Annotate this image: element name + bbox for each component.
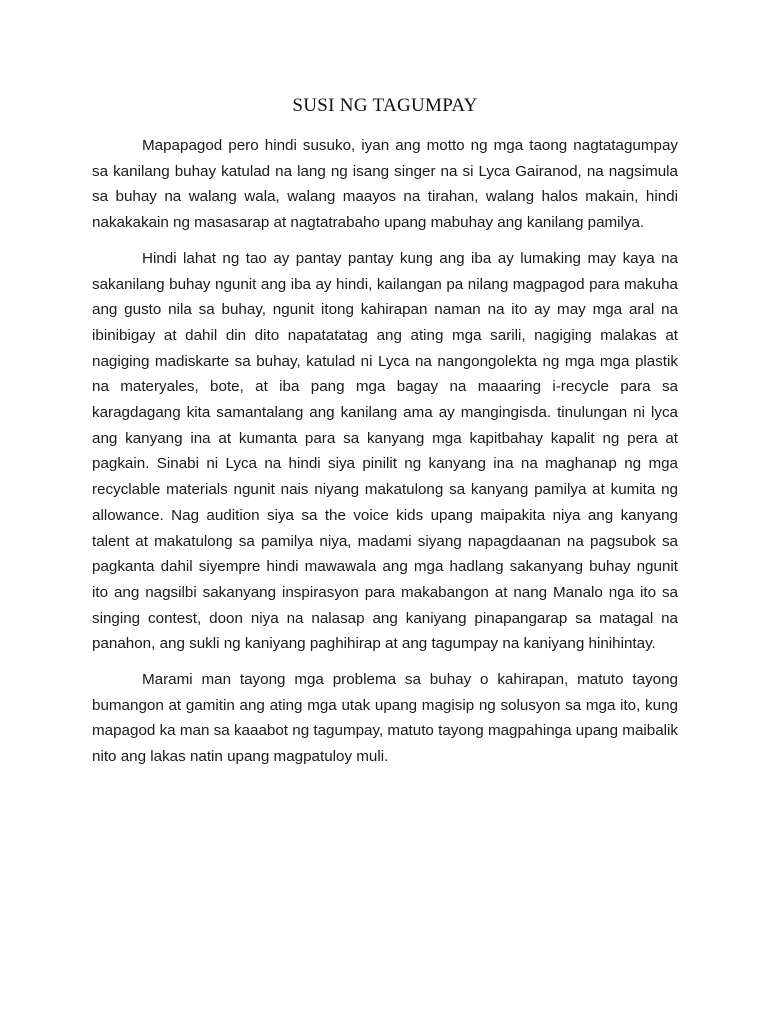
paragraph-2: Hindi lahat ng tao ay pantay pantay kung ang iba ay lumaking may kaya na sakanilang buhay ngunit ang iba ay hindi, kailangan pa nilang magpagod para makuha ang gusto nila sa buhay, ngunit itong kahirapan naman na ito ay may mga aral na ibinibigay at dahil din dito napatatatag ang ating mga sarili, nagiging malakas at nagiging madiskarte sa buhay, katulad ni Lyca na nangongolekta ng mga mga plastik na materyales, bote, at iba pang mga bagay na maaaring i-recycle para sa karagdagang kita samantalang ang kanilang ama ay mangingisda. tinulungan ni lyca ang kanyang ina at kumanta para sa kanyang mga kapitbahay kapalit ng pera at pagkain. Sinabi ni Lyca na hindi siya pinilit ng kanyang ina na maghanap ng mga recyclable materials ngunit nais niyang makatulong sa kanyang pamilya at kumita ng allowance. Nag audition siya sa the voice kids upang maipakita niya ang kanyang talent at makatulong sa pamilya niya, madami siyang napagdaanan na pagsubok sa pagkanta dahil siyempre hindi mawawala ang mga hadlang sakanyang buhay ngunit ito ang nagsilbi sakanyang inspirasyon para makabangon at nang Manalo nga ito sa singing contest, doon niya na nalasap ang kaniyang pinapangarap sa matagal na panahon, ang sukli ng kaniyang paghihirap at ang tagumpay na kaniyang hinihintay. [92, 249, 678, 653]
document-body [92, 94, 678, 780]
document-title: SUSI NG TAGUMPAY [292, 95, 478, 116]
paragraph-3: Marami man tayong mga problema sa buhay o kahirapan, matuto tayong bumangon at gamitin ang ating mga utak upang magisip ng solusyon sa mga ito, kung mapagod ka man sa kaaabot ng tagumpay, matuto tayong magpahinga upang maibalik nito ang lakas natin upang magpatuloy muli. [92, 671, 678, 766]
paragraph-1: Mapapagod pero hindi susuko, iyan ang motto ng mga taong nagtatagumpay sa kanilang buhay katulad na lang ng isang singer na si Lyca Gairanod, na nagsimula sa buhay na walang wala, walang maayos na tirahan, walang halos makain, hindi nakakakain ng masasarap at nagtatrabaho upang mabuhay ang kanilang pamilya. [92, 137, 678, 232]
